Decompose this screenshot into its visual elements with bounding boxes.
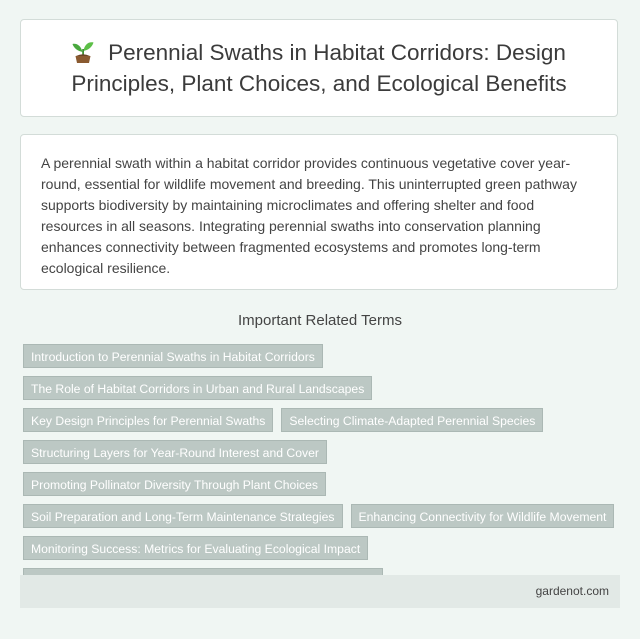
title-card bbox=[20, 19, 618, 117]
related-term-tag[interactable]: Structuring Layers for Year-Round Interest and Cover bbox=[23, 440, 327, 464]
summary-card bbox=[20, 134, 618, 290]
related-term-tag[interactable]: Introduction to Perennial Swaths in Habitat Corridors bbox=[23, 344, 323, 368]
related-term-tag[interactable]: The Role of Habitat Corridors in Urban and Rural Landscapes bbox=[23, 376, 372, 400]
related-term-tag[interactable]: Promoting Pollinator Diversity Through Plant Choices bbox=[23, 472, 326, 496]
page-title-text: Perennial Swaths in Habitat Corridors: Design Principles, Plant Choices, and Ecological Benefits bbox=[71, 40, 567, 96]
related-term-tag[interactable]: Enhancing Connectivity for Wildlife Movement bbox=[351, 504, 615, 528]
related-term-tag[interactable]: Key Design Principles for Perennial Swaths bbox=[23, 408, 273, 432]
related-term-tag[interactable]: Monitoring Success: Metrics for Evaluating Ecological Impact bbox=[23, 536, 368, 560]
summary-text: A perennial swath within a habitat corridor provides continuous vegetative cover year-round, essential for wildlife movement and breeding. This uninterrupted green pathway supports biodiversity by maintaining microclimates and offering shelter and food resources in all seasons. Integrating perennial swaths into conservation planning enhances connectivity between fragmented ecosystems and promotes long-term ecological resilience. bbox=[41, 155, 577, 276]
site-name[interactable]: gardenot.com bbox=[535, 584, 609, 598]
footer bbox=[20, 575, 620, 608]
related-terms-heading: Important Related Terms bbox=[238, 312, 402, 329]
related-terms-list bbox=[23, 344, 623, 592]
sprout-icon bbox=[72, 39, 94, 63]
related-term-tag[interactable]: Soil Preparation and Long-Term Maintenance Strategies bbox=[23, 504, 343, 528]
page-title bbox=[21, 37, 617, 99]
related-term-tag[interactable]: Selecting Climate-Adapted Perennial Species bbox=[281, 408, 543, 432]
